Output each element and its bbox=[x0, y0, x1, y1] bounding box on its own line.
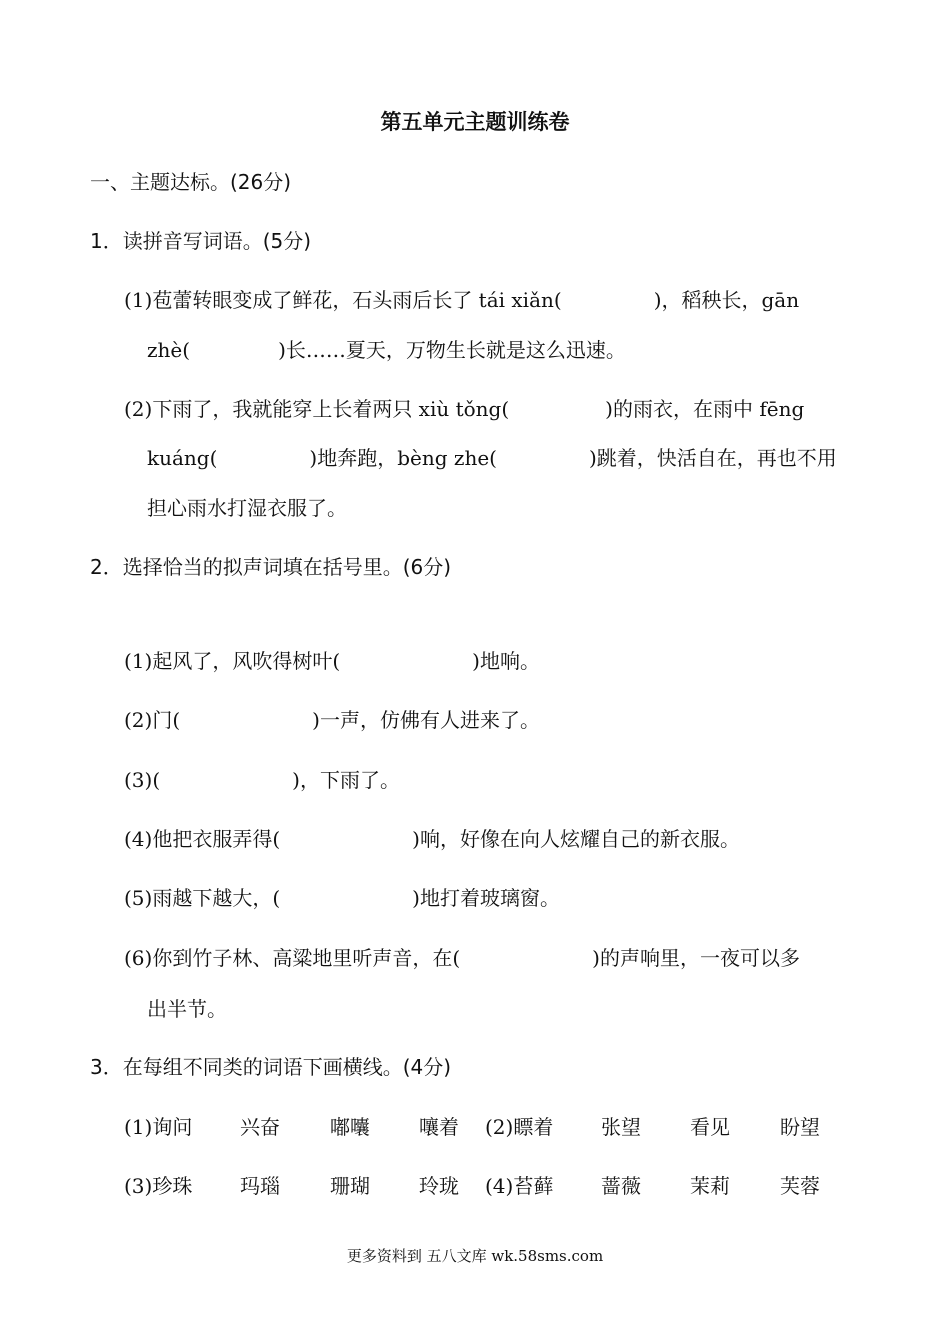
q1-p2-text-e: )跳着，快活自在，再也不用 bbox=[588, 446, 837, 470]
q1-p1-text-a: (1)苞蕾转眼变成了鲜花，石头雨后长了 tái xiǎn( bbox=[124, 288, 562, 312]
q3-word-row-1 bbox=[0, 1113, 950, 1141]
q2-item-text: (6)你到竹子林、高粱地里听声音，在( bbox=[124, 946, 461, 970]
q2-item-5 bbox=[124, 884, 560, 912]
question-number: 3． bbox=[90, 1055, 123, 1079]
question-3 bbox=[90, 1053, 451, 1081]
q2-item-text: (3)( bbox=[124, 768, 161, 792]
q2-item-text: (5)雨越下越大，( bbox=[124, 886, 281, 910]
q2-item-6 bbox=[124, 944, 800, 972]
question-text: 读拼音写词语。(5分) bbox=[122, 229, 312, 253]
word-item[interactable]: 张望 bbox=[601, 1115, 641, 1139]
word-item[interactable]: (4)苔藓 bbox=[485, 1174, 554, 1198]
q3-word-row-2 bbox=[0, 1172, 950, 1200]
q1-part2-line1 bbox=[124, 395, 804, 423]
word-item[interactable]: 茉莉 bbox=[690, 1174, 730, 1198]
q2-item-text: )，下雨了。 bbox=[292, 768, 400, 792]
section-heading: 一、主题达标。(26分) bbox=[90, 170, 292, 194]
q2-item-text: )响，好像在向人炫耀自己的新衣服。 bbox=[412, 827, 740, 851]
footer-note: 更多资料到 五八文库 wk.58sms.com bbox=[346, 1247, 604, 1265]
word-item[interactable]: 兴奋 bbox=[240, 1115, 280, 1139]
word-item[interactable]: (2)瞟着 bbox=[485, 1115, 554, 1139]
question-number: 2． bbox=[90, 555, 123, 579]
question-number: 1． bbox=[90, 229, 123, 253]
q2-item-4 bbox=[124, 825, 740, 853]
word-item[interactable]: (1)询问 bbox=[124, 1115, 193, 1139]
word-item[interactable]: 珊瑚 bbox=[330, 1174, 370, 1198]
question-2 bbox=[90, 553, 451, 581]
word-item[interactable]: 芙蓉 bbox=[780, 1174, 820, 1198]
q1-p2-text-a: (2)下雨了，我就能穿上长着两只 xiù tǒng( bbox=[124, 397, 510, 421]
q2-item-text: )地打着玻璃窗。 bbox=[412, 886, 560, 910]
q2-item-text: (4)他把衣服弄得( bbox=[124, 827, 281, 851]
q1-part2-line3: 担心雨水打湿衣服了。 bbox=[147, 496, 347, 520]
q1-p1-text-b: )，稻秧长，gān bbox=[653, 288, 800, 312]
question-1 bbox=[90, 227, 311, 255]
question-text: 在每组不同类的词语下画横线。(4分) bbox=[122, 1055, 452, 1079]
q2-item-3 bbox=[124, 766, 400, 794]
word-item[interactable]: 玲珑 bbox=[419, 1174, 459, 1198]
q2-item-6-cont: 出半节。 bbox=[147, 997, 227, 1021]
q2-item-text: (1)起风了，风吹得树叶( bbox=[124, 649, 341, 673]
word-item[interactable]: 嘟囔 bbox=[330, 1115, 370, 1139]
q2-item-1 bbox=[124, 647, 540, 675]
word-item[interactable]: 嚷着 bbox=[419, 1115, 459, 1139]
q2-item-text: )地响。 bbox=[472, 649, 540, 673]
word-item[interactable]: 看见 bbox=[690, 1115, 730, 1139]
word-item[interactable]: (3)珍珠 bbox=[124, 1174, 193, 1198]
q1-p2-text-b: )的雨衣，在雨中 fēng bbox=[605, 397, 805, 421]
word-item[interactable]: 玛瑙 bbox=[240, 1174, 280, 1198]
q1-p2-text-d: )地奔跑，bèng zhe( bbox=[309, 446, 497, 470]
q1-p1-text-d: )长……夏天，万物生长就是这么迅速。 bbox=[278, 338, 626, 362]
q2-item-text: (2)门( bbox=[124, 708, 181, 732]
q2-item-2 bbox=[124, 706, 540, 734]
q2-item-text: )一声，仿佛有人进来了。 bbox=[312, 708, 540, 732]
question-text: 选择恰当的拟声词填在括号里。(6分) bbox=[122, 555, 452, 579]
q1-p2-text-c: kuáng( bbox=[147, 446, 218, 470]
q1-part1-line2 bbox=[147, 336, 626, 364]
q1-p1-text-c: zhè( bbox=[147, 338, 191, 362]
word-item[interactable]: 盼望 bbox=[780, 1115, 820, 1139]
q1-part2-line2 bbox=[147, 444, 837, 472]
q2-item-text: )的声响里，一夜可以多 bbox=[592, 946, 800, 970]
page-title: 第五单元主题训练卷 bbox=[380, 110, 570, 134]
word-item[interactable]: 蔷薇 bbox=[601, 1174, 641, 1198]
q1-part1-line1 bbox=[124, 286, 799, 314]
